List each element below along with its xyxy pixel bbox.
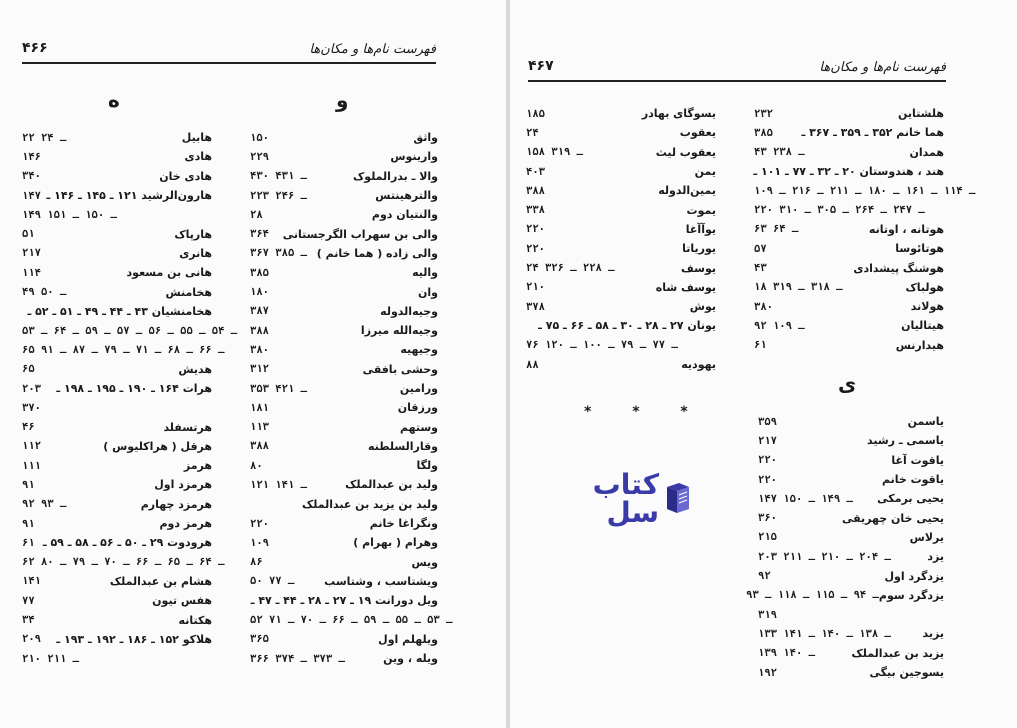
index-entry xyxy=(758,624,944,643)
entry-pages: ۷۶ ـ ۷۷ ـ ۷۹ ـ ۱۰۰ ـ ۱۲۰ xyxy=(526,339,678,352)
entry-name: هلاکو ۱۵۲ ـ ۱۸۶ ـ ۱۹۲ ـ ۱۹۳ ـ xyxy=(56,632,212,646)
entry-pages: ۲۲۰ xyxy=(526,242,545,255)
index-entry xyxy=(250,282,438,301)
entry-name: یزد xyxy=(927,550,944,564)
entry-pages: ۱۰۹ xyxy=(250,536,269,549)
entry-pages: ۲۲۹ xyxy=(250,150,269,163)
entry-pages: ۳۸۸ xyxy=(250,324,269,337)
index-entry xyxy=(250,591,438,610)
entry-pages: ۹۲ ـ ۹۳ xyxy=(22,498,67,511)
entry-pages: ۴۹ ـ ۵۰ xyxy=(22,286,67,299)
index-entry xyxy=(250,417,438,436)
entry-name: یعقوب xyxy=(679,126,716,140)
index-entry xyxy=(22,224,212,243)
entry-pages: ۱۴۹ ـ ۱۵۰ ـ ۱۵۱ xyxy=(22,208,117,221)
entry-name: هرتسفلد xyxy=(163,420,212,434)
entry-pages: ۱۸۵ xyxy=(526,107,545,120)
entry-pages: ۲۲۳ ـ ۲۴۶ xyxy=(250,189,307,202)
entry-pages: ۱۴۷ xyxy=(22,189,41,202)
entry-pages: ۸۰ xyxy=(250,459,263,472)
entry-pages: ۳۷۰ xyxy=(22,401,41,414)
index-entry xyxy=(250,263,438,282)
index-entry xyxy=(250,456,438,475)
entry-pages: ۳۸۷ xyxy=(250,305,269,318)
entry-name: ولگا xyxy=(416,459,438,473)
entry-pages: ۳۸۵ xyxy=(250,266,269,279)
entry-name: ولید بن عبدالملک xyxy=(345,478,438,492)
index-entry xyxy=(22,553,225,572)
left-page-header xyxy=(22,40,436,64)
index-entry xyxy=(22,630,212,649)
index-entry xyxy=(758,605,944,624)
entry-name: وارینوس xyxy=(390,150,438,164)
index-entry xyxy=(250,398,438,417)
entry-pages: ۲۰۹ xyxy=(22,633,41,646)
index-entry xyxy=(250,533,438,552)
entry-pages: ۲۳۲ xyxy=(754,107,773,120)
index-entry xyxy=(22,495,212,514)
entry-name: ویله ، وین xyxy=(383,652,438,666)
entry-name: یاقوت آغا xyxy=(891,453,944,467)
index-entry xyxy=(754,258,944,277)
entry-pages: ۳۶۶ ـ ۳۷۳ ـ ۳۷۴ xyxy=(250,652,345,665)
entry-pages: ۶۳ ـ ۶۴ xyxy=(754,223,799,236)
entry-name: یاقوت خانم xyxy=(881,473,944,487)
entry-pages: ۳۵۳ ـ ۴۲۱ xyxy=(250,382,307,395)
entry-name: ونگراغا خانم xyxy=(369,517,438,531)
index-entry xyxy=(22,533,212,552)
section-end-stars: * * * xyxy=(584,404,706,420)
entry-pages: ۲۰۳ xyxy=(22,382,41,395)
index-entry xyxy=(22,456,212,475)
entry-name: هارپاک xyxy=(174,227,212,241)
index-entry xyxy=(526,123,716,142)
index-entry xyxy=(758,663,944,682)
entry-name: هادی خان xyxy=(159,169,212,183)
entry-name: والی بن سهراب الگرجستانی xyxy=(282,227,438,241)
entry-name: یوسف xyxy=(681,261,716,275)
index-entry xyxy=(758,412,944,431)
index-entry xyxy=(22,340,225,359)
left-page xyxy=(0,0,507,728)
entry-pages: ۳۱۲ xyxy=(250,363,269,376)
entry-name: ولید بن یزید بن عبدالملک xyxy=(301,497,438,511)
index-entry xyxy=(250,630,438,649)
entry-pages: ۳۱۹ xyxy=(758,608,777,621)
entry-name: وهرام ( بهرام ) xyxy=(353,536,438,550)
entry-name: ویلهلم اول xyxy=(378,632,438,646)
index-entry xyxy=(250,186,438,205)
entry-name: ویس xyxy=(411,555,438,569)
entry-pages: ۵۲ ـ ۵۳ ـ ۵۵ ـ ۵۹ ـ ۶۶ ـ ۷۰ ـ ۷۱ xyxy=(250,614,453,627)
entry-name: هرقل ( هراکلیوس ) xyxy=(103,439,212,453)
entry-name: یمن xyxy=(694,165,716,179)
index-entry xyxy=(250,167,438,186)
index-entry xyxy=(22,398,212,417)
entry-name: یزدگرد سوم xyxy=(878,588,944,602)
entry-pages: ۱۴۶ xyxy=(22,150,41,163)
entry-name: یاسمی ـ رشید xyxy=(867,434,944,448)
index-entry xyxy=(250,495,438,514)
entry-name: هند ، هندوستان ۲۰ ـ ۳۲ ـ ۷۷ ـ ۱۰۱ ـ xyxy=(753,165,944,179)
index-entry xyxy=(754,239,944,258)
index-entry xyxy=(526,200,716,219)
ketabsal-watermark-logo xyxy=(541,468,691,529)
left-page-number: ۴۶۶ xyxy=(22,40,48,56)
entry-pages: ۱۳۹ ـ ۱۴۰ xyxy=(758,647,815,660)
entry-pages: ۶۲ ـ ۶۴ ـ ۶۵ ـ ۶۶ ـ ۷۰ ـ ۷۹ ـ ۸۰ xyxy=(22,556,225,569)
index-column-ye-left xyxy=(526,104,716,374)
index-entry xyxy=(22,514,212,533)
entry-name: هوشنگ پیشدادی xyxy=(853,261,944,275)
index-entry xyxy=(526,355,716,374)
entry-pages: ۲۲۰ ـ ۲۴۷ ـ ۲۶۴ ـ ۳۰۵ ـ ۳۱۰ xyxy=(754,204,925,217)
left-header-title: فهرست نام‌ها و مکان‌ها xyxy=(309,42,436,57)
entry-name: هانری xyxy=(179,246,212,260)
entry-pages: ۲۱۷ xyxy=(22,247,41,260)
logo-text: کتاب سل xyxy=(592,468,659,529)
entry-name: هخامنش xyxy=(165,285,212,299)
entry-pages: ۳۴ xyxy=(22,614,35,627)
entry-name: هلشتاین xyxy=(898,107,944,121)
entry-pages: ۱۰۹ ـ ۱۱۴ ـ ۱۶۱ ـ ۱۸۰ ـ ۲۱۱ ـ ۲۱۶ ـ xyxy=(754,184,976,197)
entry-pages: ۹۱ xyxy=(22,517,35,530)
index-entry xyxy=(250,649,438,668)
entry-name: همدان xyxy=(909,145,944,159)
entry-name: هارون‌الرشید ۱۲۱ ـ ۱۴۵ ـ ۱۴۶ ـ xyxy=(46,189,212,203)
index-entry xyxy=(754,200,944,219)
section-letter-ye: ی xyxy=(838,372,857,396)
index-entry xyxy=(22,417,212,436)
index-entry xyxy=(22,610,212,629)
entry-name: هشام بن عبدالملک xyxy=(109,574,212,588)
entry-pages: ۳۵۹ xyxy=(758,415,777,428)
entry-name: هرمزد چهارم xyxy=(140,497,212,511)
entry-name: یهودیه xyxy=(681,358,716,371)
entry-name: وجیهیه xyxy=(400,343,438,357)
index-entry xyxy=(250,514,438,533)
entry-pages: ۲۲۰ xyxy=(758,473,777,486)
index-entry xyxy=(754,336,944,355)
entry-name: یزید xyxy=(922,627,944,641)
index-entry xyxy=(22,302,212,321)
index-entry xyxy=(22,321,238,340)
index-entry xyxy=(526,278,716,297)
entry-pages: ۱۵۸ ـ ۳۱۹ xyxy=(526,146,583,159)
entry-name: یسوجین بیگی xyxy=(869,666,944,679)
index-entry xyxy=(250,302,438,321)
entry-name: هرودوت ۲۹ ـ ۵۰ ـ ۵۶ ـ ۵۸ ـ ۵۹ ـ xyxy=(42,536,212,550)
index-entry xyxy=(22,263,212,282)
entry-pages: ۵۳ ـ ۵۴ ـ ۵۵ ـ ۵۶ ـ ۵۷ ـ ۵۹ ـ ۶۴ ـ xyxy=(22,324,238,337)
index-entry xyxy=(22,475,212,494)
index-entry xyxy=(526,220,716,239)
index-entry xyxy=(22,205,212,224)
entry-name: هولاند xyxy=(910,300,944,314)
index-entry xyxy=(22,649,212,668)
index-entry xyxy=(758,451,944,470)
entry-name: یونان ۲۷ ـ ۲۸ ـ ۳۰ ـ ۵۸ ـ ۶۶ ـ ۷۵ ـ xyxy=(538,319,716,333)
index-entry xyxy=(754,104,944,123)
section-letter-waw: و xyxy=(336,88,349,112)
entry-pages: ۴۳ ـ ۲۳۸ xyxy=(754,146,805,159)
index-entry xyxy=(22,186,212,205)
entry-name: هدیش xyxy=(178,362,212,376)
index-entry xyxy=(250,205,438,224)
entry-name: هوتائوسا xyxy=(895,242,944,256)
entry-pages: ۲۲ ـ ۲۴ xyxy=(22,131,67,144)
entry-pages: ۶۵ ـ ۶۶ ـ ۶۸ ـ ۷۱ ـ ۷۹ ـ ۸۷ ـ ۹۱ xyxy=(22,343,225,356)
index-entry xyxy=(526,336,716,355)
index-entry xyxy=(526,258,716,277)
index-entry xyxy=(754,162,944,181)
section-letter-he: ه xyxy=(108,88,120,112)
entry-name: والیه xyxy=(412,266,438,280)
entry-pages: ۳۶۰ xyxy=(758,512,777,525)
entry-pages: ۲۱۰ xyxy=(526,281,545,294)
entry-pages: ۳۶۴ xyxy=(250,228,269,241)
entry-pages: ۱۱۲ xyxy=(22,440,41,453)
index-entry xyxy=(22,572,212,591)
entry-name: هفس تیون xyxy=(152,594,212,608)
entry-pages: ۲۲۰ xyxy=(758,454,777,467)
index-entry xyxy=(758,528,944,547)
entry-pages: ۱۸ ـ ۳۱۸ ـ ۳۱۹ xyxy=(754,281,843,294)
index-entry xyxy=(526,297,716,316)
entry-pages: ۲۰۳ ـ ۲۰۴ ـ ۲۱۰ ـ ۲۱۱ xyxy=(758,550,891,563)
entry-name: هخامنشیان ۴۳ ـ ۴۴ ـ ۴۹ ـ ۵۱ ـ ۵۲ ـ xyxy=(27,304,212,318)
entry-name: یحیی خان چهریقی xyxy=(842,511,944,525)
book-icon xyxy=(665,483,691,515)
entry-pages: ۵۰ ـ ۷۷ xyxy=(250,575,295,588)
entry-name: یعقوب لیث xyxy=(655,145,716,159)
entry-pages: ۲۴ ـ ۲۲۸ ـ ۳۲۶ xyxy=(526,262,615,275)
index-entry xyxy=(250,553,438,572)
entry-pages: ۱۵۰ xyxy=(250,131,269,144)
entry-name: هیتالیان xyxy=(901,319,944,333)
right-page-header xyxy=(528,58,946,82)
index-column-waw xyxy=(250,128,453,668)
entry-name: وان xyxy=(418,285,438,299)
entry-pages: ۳۸۵ xyxy=(754,126,773,139)
entry-pages: ۱۹۲ xyxy=(758,666,777,679)
index-entry xyxy=(250,340,438,359)
entry-pages: ۸۶ xyxy=(250,556,263,569)
entry-name: ویل دورانت ۱۹ ـ ۲۷ ـ ۲۸ ـ ۴۴ ـ ۴۷ ـ xyxy=(250,594,438,608)
index-entry xyxy=(22,282,212,301)
entry-pages: ۲۲۰ xyxy=(526,223,545,236)
index-entry xyxy=(754,181,976,200)
index-entry xyxy=(758,644,944,663)
index-entry xyxy=(250,572,438,591)
entry-pages: ۲۸ xyxy=(250,208,263,221)
entry-pages: ۱۸۱ xyxy=(250,401,269,414)
entry-name: هوتانه ، اوتانه xyxy=(868,222,944,236)
entry-name: یحیی برمکی xyxy=(877,492,944,506)
entry-pages: ۹۱ xyxy=(22,478,35,491)
index-entry xyxy=(526,316,716,335)
entry-name: هانی بن مسعود xyxy=(126,266,212,280)
entry-name: هابیل xyxy=(181,131,212,145)
entry-name: ورامین xyxy=(399,382,438,395)
entry-pages: ۳۸۰ xyxy=(754,300,773,313)
entry-name: وحشی بافقی xyxy=(362,362,438,376)
entry-pages: ۲۱۷ xyxy=(758,434,777,447)
entry-pages: ۱۲۱ ـ ۱۴۱ xyxy=(250,478,307,491)
entry-pages: ۳۷۸ xyxy=(526,300,545,313)
entry-name: هولباک xyxy=(905,280,944,294)
entry-pages: ۳۸۰ xyxy=(250,343,269,356)
entry-name: یرلاس xyxy=(909,530,944,544)
index-entry xyxy=(526,143,716,162)
entry-pages: ۳۸۸ xyxy=(250,440,269,453)
entry-name: یمین‌الدوله xyxy=(658,184,716,198)
entry-pages: ۹۲ ـ ۱۰۹ xyxy=(754,319,805,332)
index-entry xyxy=(22,360,212,379)
entry-pages: ۳۸۸ xyxy=(526,184,545,197)
entry-name: یاسمن xyxy=(907,415,944,429)
entry-pages: ۳۳۸ xyxy=(526,204,545,217)
index-entry xyxy=(22,379,212,398)
entry-pages: ۹۳ ـ ۹۴ ـ ۱۱۵ ـ ۱۱۸ ـ xyxy=(746,589,879,602)
index-entry xyxy=(754,123,944,142)
entry-pages: ۳۴۰ xyxy=(22,170,41,183)
entry-name: هکتانه xyxy=(178,613,212,627)
entry-pages: ۱۳۳ ـ ۱۳۸ ـ ۱۴۰ ـ ۱۴۱ xyxy=(758,627,891,640)
index-entry xyxy=(758,431,944,450)
entry-pages: ۱۱۱ xyxy=(22,459,41,472)
entry-name: وجیه‌الدوله xyxy=(380,304,438,318)
entry-pages: ۸۸ xyxy=(526,358,539,371)
entry-pages: ۶۱ xyxy=(22,536,35,549)
entry-name: یسوگای بهادر xyxy=(641,107,716,121)
index-entry xyxy=(22,437,212,456)
entry-name: وقارالسلطنه xyxy=(368,439,438,453)
index-entry xyxy=(526,181,716,200)
index-entry xyxy=(746,586,944,605)
index-entry xyxy=(754,297,944,316)
entry-pages: ۶۵ xyxy=(22,363,35,376)
index-entry xyxy=(758,566,944,585)
entry-name: یوسف شاه xyxy=(655,280,716,294)
index-entry xyxy=(250,321,438,340)
entry-name: هرمز دوم xyxy=(159,517,212,531)
entry-pages: ۲۱۰ ـ ۲۱۱ xyxy=(22,652,79,665)
entry-pages: ۴۶ xyxy=(22,421,35,434)
entry-name: هادی xyxy=(184,150,212,164)
index-entry xyxy=(758,489,944,508)
entry-name: والنتیان دوم xyxy=(371,208,438,222)
index-entry xyxy=(526,162,716,181)
entry-pages: ۱۱۳ xyxy=(250,421,269,434)
entry-pages: ۹۲ xyxy=(758,570,771,583)
entry-name: وستهم xyxy=(399,420,438,434)
index-entry xyxy=(758,547,944,566)
entry-name: یوش xyxy=(689,300,716,314)
entry-name: ویشتاسب ، وشتاسب xyxy=(324,574,438,588)
right-page xyxy=(510,0,1017,728)
index-entry xyxy=(250,610,453,629)
index-entry xyxy=(526,239,716,258)
entry-pages: ۵۱ xyxy=(22,228,35,241)
entry-name: یوآآغا xyxy=(685,222,716,236)
right-page-number: ۴۶۷ xyxy=(528,58,554,74)
index-entry xyxy=(250,147,438,166)
entry-name: ورزقان xyxy=(397,401,438,415)
entry-name: هرمز xyxy=(183,459,212,473)
entry-name: والی زاده ( هما خانم ) xyxy=(316,246,438,260)
entry-pages: ۱۸۰ xyxy=(250,286,269,299)
index-entry xyxy=(250,128,438,147)
entry-name: هیدارنس xyxy=(895,338,944,352)
entry-pages: ۷۷ xyxy=(22,594,35,607)
index-entry xyxy=(22,128,212,147)
entry-name: واثق xyxy=(413,131,438,145)
entry-pages: ۴۳ xyxy=(754,262,767,275)
entry-pages: ۴۳۰ ـ ۴۳۱ xyxy=(250,170,307,183)
entry-name: یوریاتا xyxy=(682,242,716,256)
index-entry xyxy=(526,104,716,123)
entry-pages: ۳۶۷ ـ ۳۸۵ xyxy=(250,247,307,260)
index-entry xyxy=(250,379,438,398)
entry-pages: ۶۱ xyxy=(754,339,767,352)
index-entry xyxy=(754,143,944,162)
entry-pages: ۲۴ xyxy=(526,126,539,139)
entry-pages: ۳۶۵ xyxy=(250,633,269,646)
entry-pages: ۵۷ xyxy=(754,242,767,255)
index-entry xyxy=(22,167,212,186)
index-entry xyxy=(250,437,438,456)
entry-name: یموت xyxy=(686,203,716,217)
entry-name: یزید بن عبدالملک xyxy=(851,646,944,660)
index-entry xyxy=(758,470,944,489)
entry-name: هرمزد اول xyxy=(154,478,212,492)
index-entry xyxy=(754,316,944,335)
index-entry xyxy=(22,147,212,166)
entry-name: هرات ۱۶۴ ـ ۱۹۰ ـ ۱۹۵ ـ ۱۹۸ ـ xyxy=(56,382,212,395)
index-column-he-continued xyxy=(753,104,976,355)
entry-name: والترهینتس xyxy=(375,189,438,203)
entry-pages: ۱۴۷ ـ ۱۴۹ ـ ۱۵۰ xyxy=(758,492,853,505)
entry-pages: ۲۱۵ xyxy=(758,531,777,544)
entry-pages: ۲۲۰ xyxy=(250,517,269,530)
index-entry xyxy=(250,475,438,494)
entry-name: والا ـ بدرالملوک xyxy=(353,169,438,183)
index-entry xyxy=(758,508,944,527)
index-entry xyxy=(250,224,438,243)
entry-pages: ۱۴۱ xyxy=(22,575,41,588)
index-entry xyxy=(22,591,212,610)
entry-name: یزدگرد اول xyxy=(884,569,944,583)
entry-name: هما خانم ۳۵۲ ـ ۳۵۹ ـ ۳۶۷ ـ xyxy=(801,126,944,140)
index-column-ye xyxy=(746,412,944,682)
index-entry xyxy=(754,220,944,239)
index-entry xyxy=(250,244,438,263)
index-column-he xyxy=(22,128,238,668)
index-entry xyxy=(754,278,944,297)
index-entry xyxy=(22,244,212,263)
index-entry xyxy=(250,360,438,379)
entry-pages: ۴۰۳ xyxy=(526,165,545,178)
entry-name: وجیه‌الله میرزا xyxy=(360,324,438,338)
entry-pages: ۱۱۴ xyxy=(22,266,41,279)
right-header-title: فهرست نام‌ها و مکان‌ها xyxy=(819,60,946,75)
